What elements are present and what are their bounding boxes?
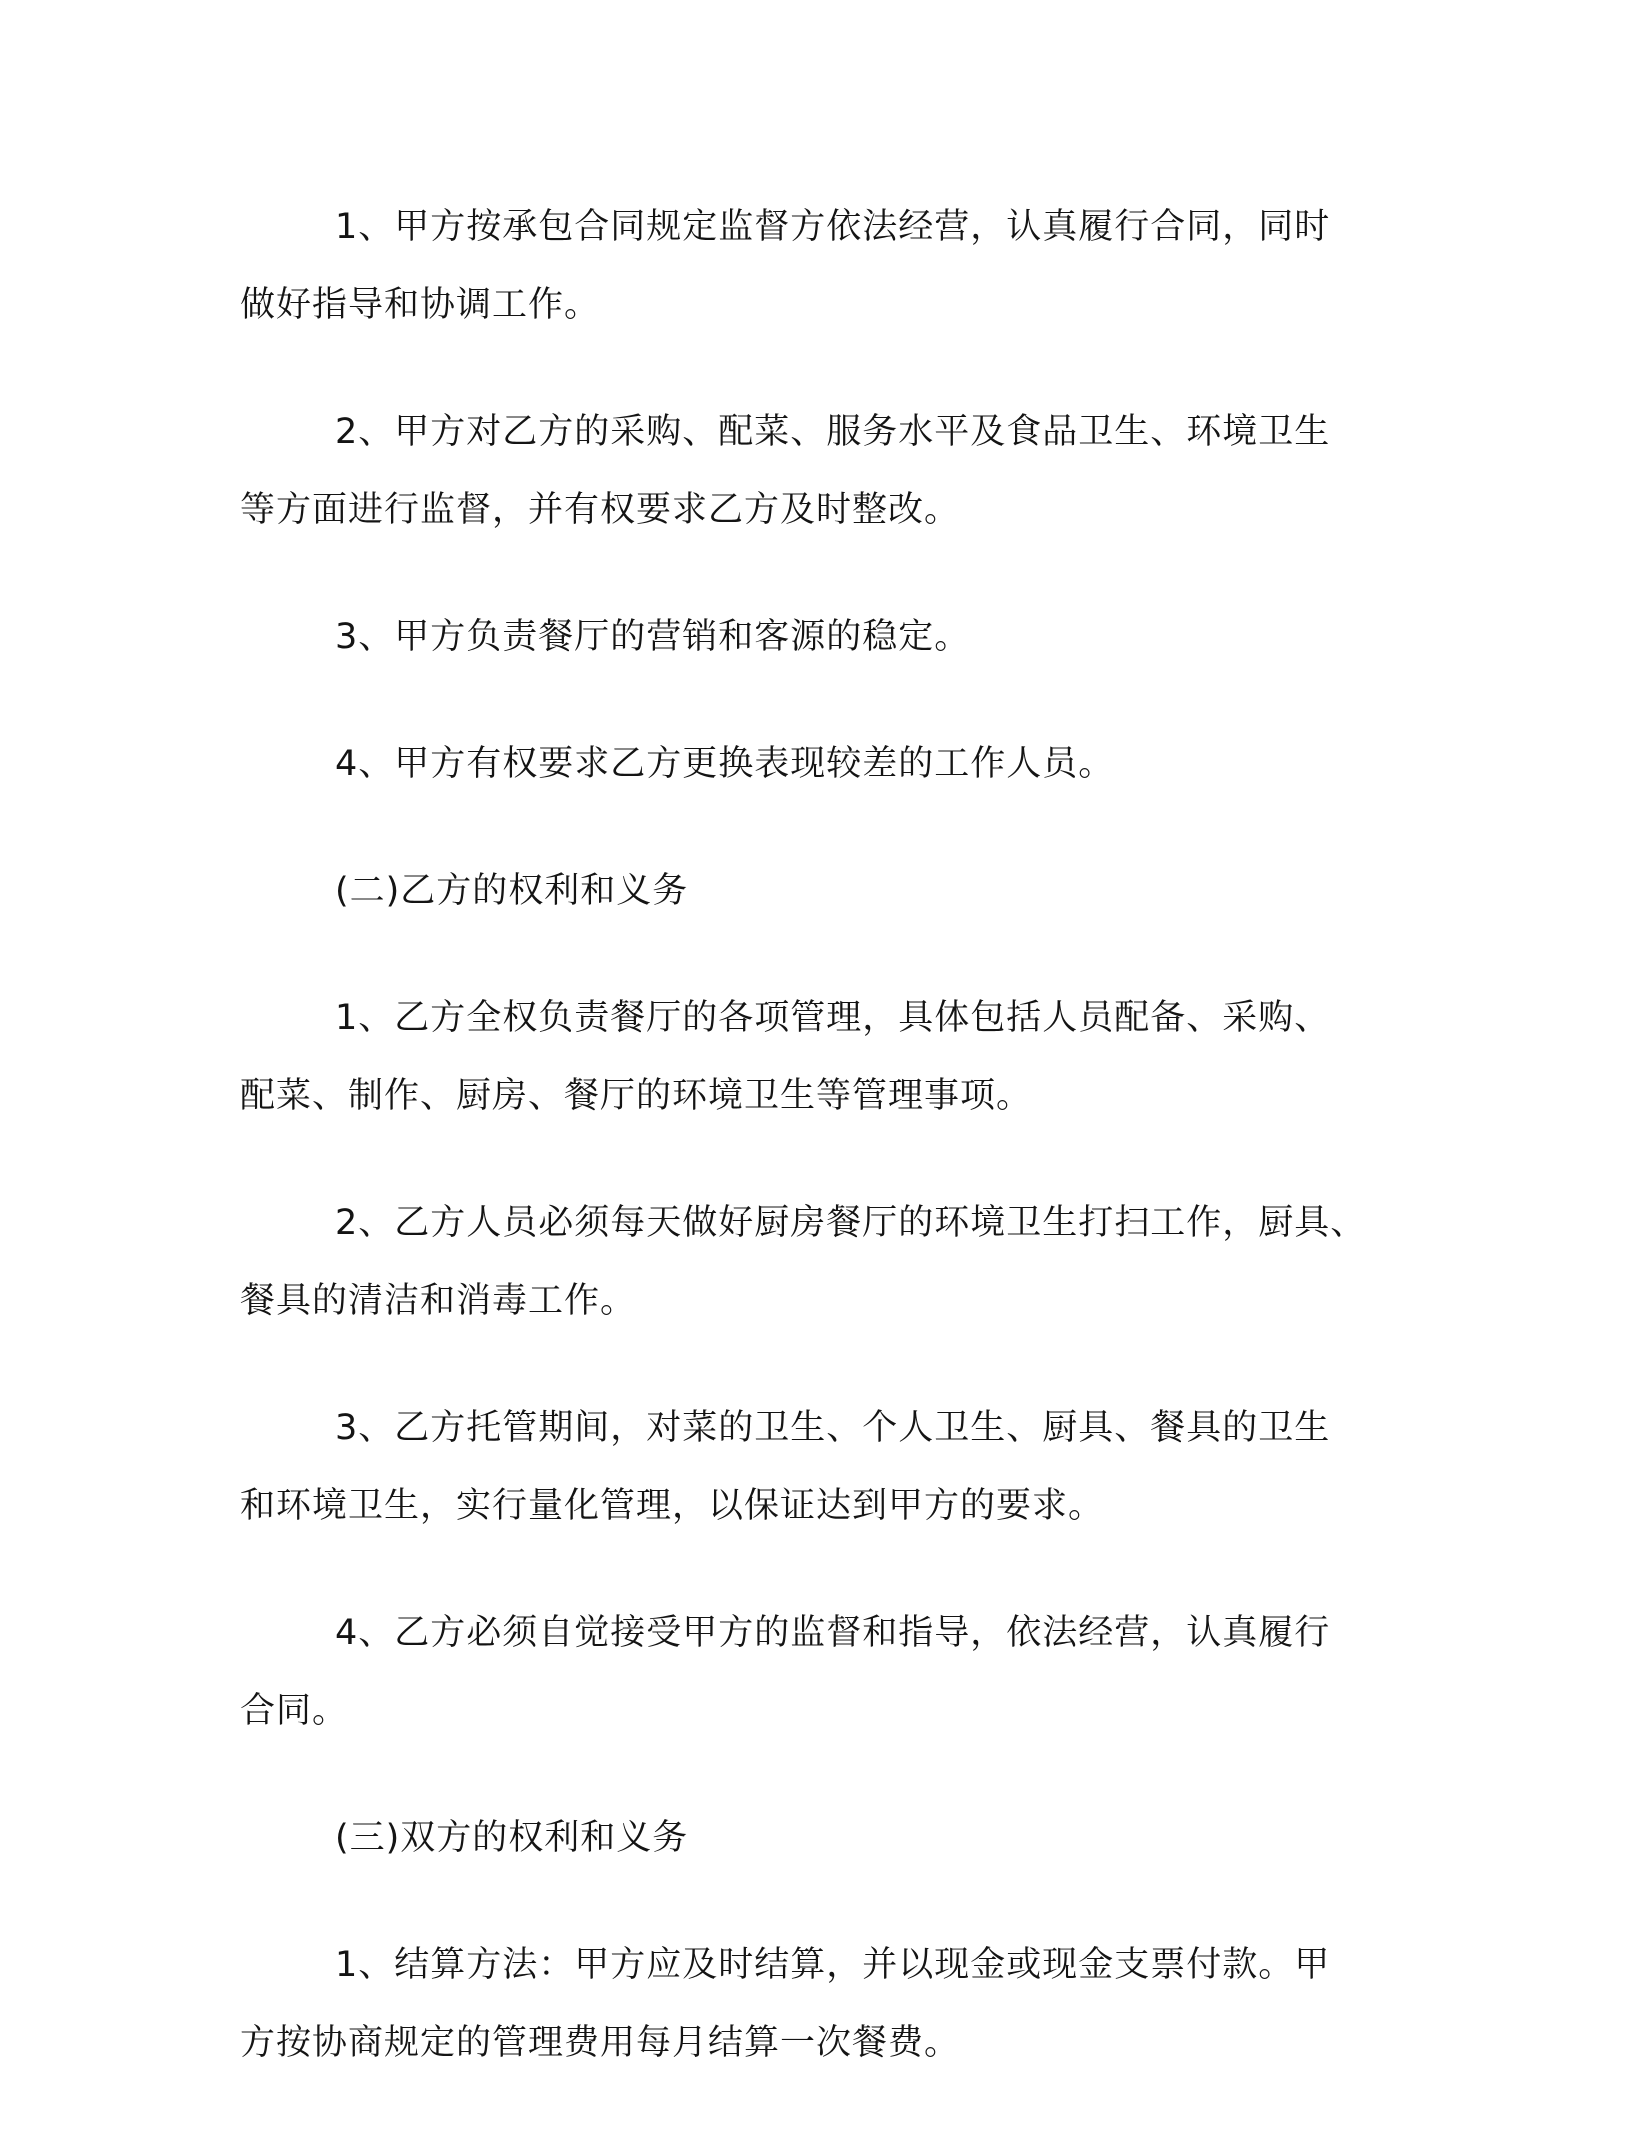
paragraph-yi-2 xyxy=(240,1184,1370,1340)
section-heading-line: (三)双方的权利和义务 xyxy=(335,1818,689,1858)
paragraph-line: 1、结算方法：甲方应及时结算，并以现金或现金支票付款。甲 xyxy=(335,1945,1331,1985)
paragraph-line: 2、甲方对乙方的采购、配菜、服务水平及食品卫生、环境卫生 xyxy=(335,412,1331,452)
paragraph-jia-4 xyxy=(240,725,1370,803)
paragraph-jia-1 xyxy=(240,188,1370,344)
paragraph-line: 1、甲方按承包合同规定监督方依法经营，认真履行合同，同时 xyxy=(335,207,1331,247)
paragraph-line: 方按协商规定的管理费用每月结算一次餐费。 xyxy=(240,2023,961,2063)
paragraph-line: 合同。 xyxy=(240,1691,349,1731)
paragraph-line: 3、乙方托管期间，对菜的卫生、个人卫生、厨具、餐具的卫生 xyxy=(335,1408,1331,1448)
paragraph-line: 餐具的清洁和消毒工作。 xyxy=(240,1281,637,1321)
paragraph-line: 4、乙方必须自觉接受甲方的监督和指导，依法经营，认真履行 xyxy=(335,1613,1331,1653)
paragraph-jia-3 xyxy=(240,598,1370,676)
paragraph-yi-3 xyxy=(240,1389,1370,1545)
paragraph-jia-2 xyxy=(240,393,1370,549)
section-heading-shuang xyxy=(240,1799,1370,1877)
paragraph-line: 配菜、制作、厨房、餐厅的环境卫生等管理事项。 xyxy=(240,1076,1033,1116)
paragraph-line: 和环境卫生，实行量化管理，以保证达到甲方的要求。 xyxy=(240,1486,1105,1526)
paragraph-line: 4、甲方有权要求乙方更换表现较差的工作人员。 xyxy=(335,744,1115,784)
paragraph-line: 做好指导和协调工作。 xyxy=(240,285,601,325)
section-heading-yi xyxy=(240,852,1370,930)
paragraph-yi-1 xyxy=(240,979,1370,1135)
paragraph-yi-4 xyxy=(240,1594,1370,1750)
paragraph-line: 1、乙方全权负责餐厅的各项管理，具体包括人员配备、采购、 xyxy=(335,998,1331,1038)
paragraph-line: 等方面进行监督，并有权要求乙方及时整改。 xyxy=(240,490,961,530)
section-heading-line: (二)乙方的权利和义务 xyxy=(335,871,689,911)
document-body xyxy=(240,188,1370,2131)
paragraph-shuang-1 xyxy=(240,1926,1370,2082)
paragraph-line: 3、甲方负责餐厅的营销和客源的稳定。 xyxy=(335,617,971,657)
paragraph-line: 2、乙方人员必须每天做好厨房餐厅的环境卫生打扫工作，厨具、 xyxy=(335,1203,1367,1243)
